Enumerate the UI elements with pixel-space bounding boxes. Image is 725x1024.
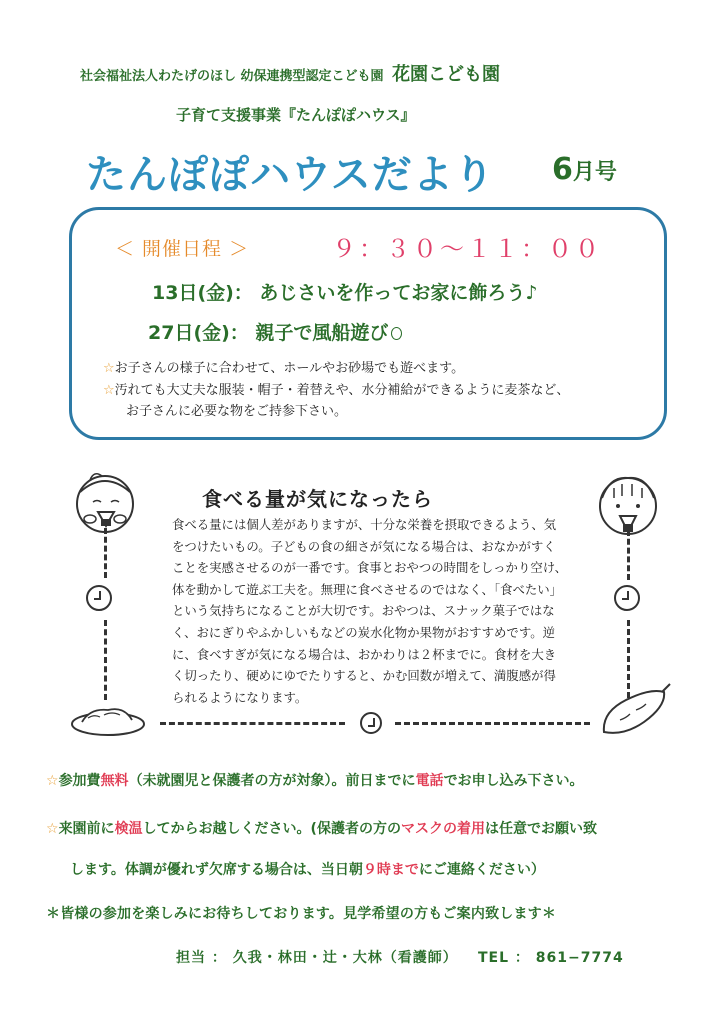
newsletter-title: たんぽぽハウスだより	[86, 152, 495, 198]
event-text: 27日(金)： 親子で風船遊び	[148, 322, 389, 344]
info-text: でお申し込み下さい。	[443, 773, 584, 789]
info-highlight: マスクの着用	[400, 821, 485, 837]
star-icon: ☆	[103, 383, 115, 398]
issue-suffix: 月号	[572, 160, 617, 185]
info-text: にご連絡ください）	[418, 862, 545, 878]
info-absence-line	[70, 859, 545, 879]
star-icon: ☆	[46, 821, 59, 837]
clock-icon	[614, 585, 640, 611]
balloon-icon	[391, 327, 402, 340]
info-highlight: ９時まで	[362, 862, 419, 878]
note-text: お子さんの様子に合わせて、ホールやお砂場でも遊べます。	[114, 361, 465, 376]
info-text: 参加費	[58, 773, 101, 789]
dashed-frame-line	[395, 722, 590, 725]
star-icon: ☆	[103, 361, 115, 376]
info-text: してからお越しください。(保護者の方の	[142, 821, 401, 837]
info-text: （未就園児と保護者の方が対象）。前日までに	[128, 773, 416, 789]
organization-name: 社会福祉法人わたげのほし 幼保連携型認定こども園	[80, 69, 384, 84]
clock-icon	[360, 712, 382, 734]
info-highlight: 無料	[100, 773, 129, 789]
organization-line	[80, 60, 500, 86]
schedule-note	[103, 379, 569, 398]
info-text: は任意でお願い致	[484, 821, 597, 837]
school-name: 花園こども園	[392, 64, 501, 85]
rice-plate-illustration	[68, 700, 158, 740]
program-name: 子育て支援事業『たんぽぽハウス』	[176, 106, 416, 124]
food-section-body: 食べる量には個人差がありますが、十分な栄養を摂取できるよう、気をつけたいもの。子どもの食の細さが気になる場合は、おなかがすくことを実感させるのが一番です。食事とおやつの時間をしっかり空け、体を動かして遊ぶ工夫を。無理に食べさせるのではなく、「食べたい」という気持ちになることが大切です。おやつは、スナック菓子ではなく、おにぎりやふかしいもなどの炭水化物か果物がおすすめです。逆に、食べすぎが気になる場合は、おかわりは２杯までに。食材を大きく切ったり、硬めにゆでたりすると、かむ回数が増えて、満腹感が得られるようになります。	[172, 517, 568, 705]
event-item	[148, 318, 402, 345]
event-item: 13日(金)： あじさいを作ってお家に飾ろう♪	[152, 282, 538, 304]
phone-number: TEL ： 861−7774	[478, 950, 624, 966]
note-text: 汚れても大丈夫な服装・帽子・着替えや、水分補給ができるように麦茶など、	[114, 383, 570, 398]
dashed-frame-line	[104, 620, 107, 700]
issue-number: 6	[552, 152, 573, 187]
dashed-frame-line	[160, 722, 345, 725]
dashed-frame-line	[104, 528, 107, 578]
info-text: します。体調が優れず欠席する場合は、当日朝	[70, 862, 363, 878]
issue-label	[552, 152, 617, 187]
schedule-label: ＜ 開催日程 ＞	[115, 238, 250, 260]
info-health-line	[46, 818, 597, 838]
clock-icon	[86, 585, 112, 611]
dashed-frame-line	[627, 530, 630, 580]
sweet-potato-illustration	[594, 682, 674, 742]
info-text: 来園前に	[58, 821, 115, 837]
child-eating-rice-ball-illustration	[590, 470, 670, 550]
info-highlight: 検温	[114, 821, 143, 837]
schedule-note-continued: お子さんに必要な物をご持参下さい。	[126, 404, 348, 419]
child-eating-rice-ball-illustration	[60, 462, 160, 557]
schedule-note	[103, 357, 464, 376]
info-highlight: 電話	[415, 773, 444, 789]
info-fee-line	[46, 770, 584, 790]
star-icon: ☆	[46, 773, 59, 789]
closing-message: ＊皆様の参加を楽しみにお待ちしております。見学希望の方もご案内致します＊	[46, 906, 557, 922]
schedule-time: ９：３０〜１１：００	[332, 235, 602, 263]
food-section-title: 食べる量が気になったら	[202, 487, 433, 511]
staff-contact: 担当 ： 久我・林田・辻・大林（看護師）	[176, 950, 458, 966]
